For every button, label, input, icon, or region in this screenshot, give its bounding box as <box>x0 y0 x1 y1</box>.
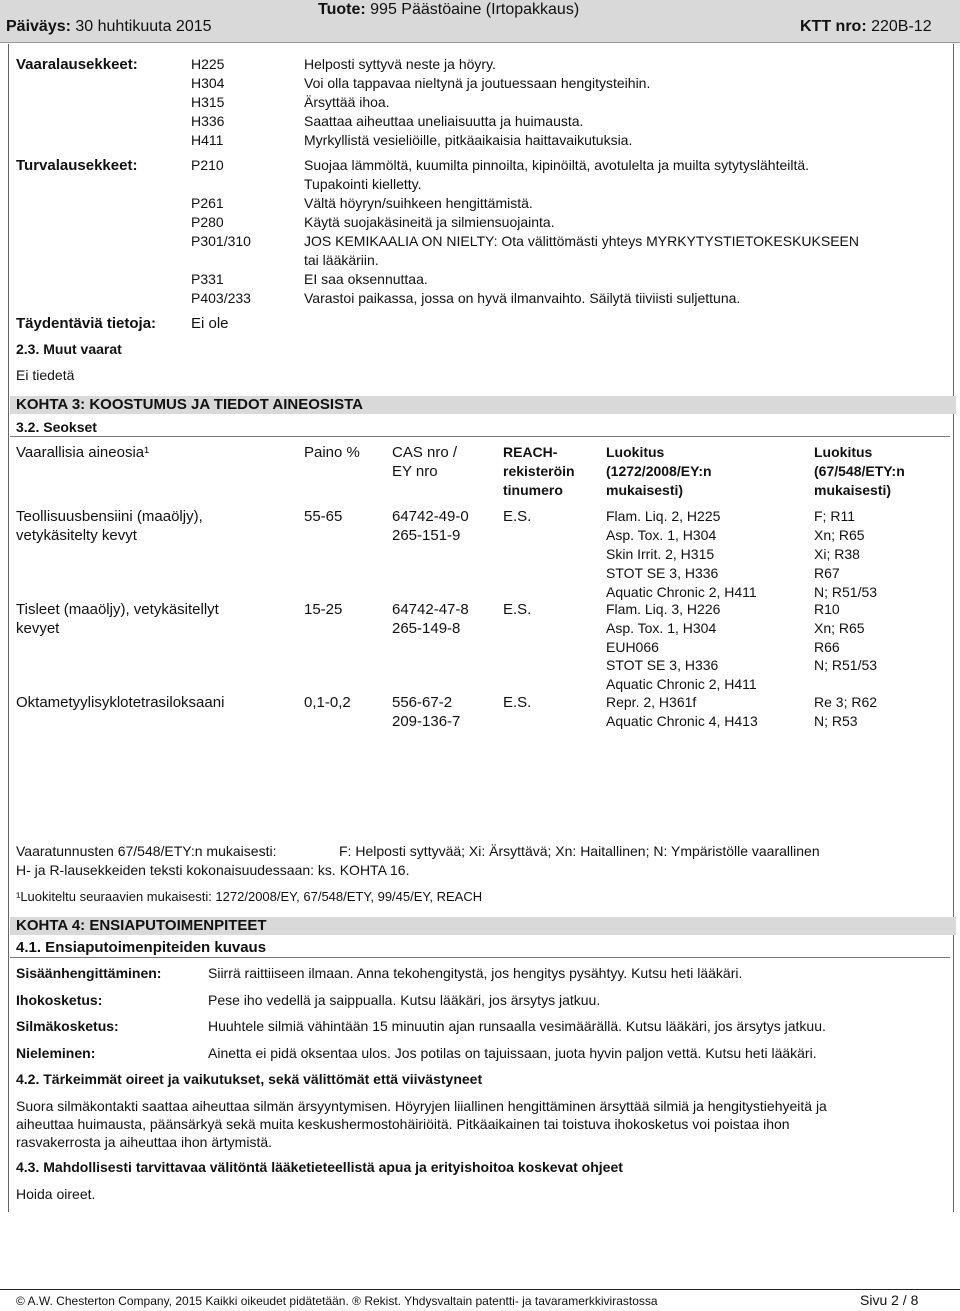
table-cell: Re 3; R62 <box>814 694 878 710</box>
table-cell: 209-136-7 <box>392 713 461 730</box>
section4-sub2: 4.2. Tärkeimmät oireet ja vaikutukset, sekä välittömät että viivästyneet <box>16 1071 483 1087</box>
table-cell: STOT SE 3, H336 <box>606 565 719 581</box>
col-header-dsd: (67/548/ETY:n <box>814 463 905 479</box>
date-field: Päiväys: 30 huhtikuuta 2015 <box>6 18 212 35</box>
document-header <box>0 0 960 43</box>
table-cell: Skin Irrit. 2, H315 <box>606 546 715 562</box>
col-header-weight: Paino % <box>304 444 360 461</box>
table-cell: Xn; R65 <box>814 620 865 636</box>
first-aid-label: Sisäänhengittäminen: <box>16 965 162 981</box>
first-aid-text: Huuhtele silmiä vähintään 15 minuutin ajan runsaalla vesimäärällä. Kutsu lääkäri, jos ärsytys jatkuu. <box>208 1018 826 1034</box>
precaution-text: Suojaa lämmöltä, kuumilta pinnoilta, kipinöiltä, avotulelta ja muilta sytytyslähteiltä. <box>304 157 810 173</box>
precaution-text: Varastoi paikassa, jossa on hyvä ilmanvaihto. Säilytä tiiviisti suljettuna. <box>304 290 741 306</box>
notes-label: Vaaratunnusten 67/548/ETY:n mukaisesti: <box>16 843 277 859</box>
precaution-code: P301/310 <box>191 233 251 249</box>
symptoms-text: Suora silmäkontakti saattaa aiheuttaa silmän ärsyyntymisen. Höyryjen liiallinen hengittäminen ärsyttää silmiä ja hengitystiehyeitä ja <box>16 1098 827 1114</box>
footnote: ¹Luokiteltu seuraavien mukaisesti: 1272/2008/EY, 67/548/ETY, 99/45/EY, REACH <box>16 889 483 904</box>
table-cell: EUH066 <box>606 639 659 655</box>
table-cell: Aquatic Chronic 2, H411 <box>606 584 757 600</box>
first-aid-text: Ainetta ei pidä oksentaa ulos. Jos potilas on tajuissaan, juota hyvin paljon vettä. Kutsu heti lääkäri. <box>208 1045 817 1061</box>
col-header-reach: REACH- <box>503 444 558 460</box>
divider <box>10 436 950 437</box>
table-cell: Flam. Liq. 2, H225 <box>606 508 721 524</box>
precaution-code: P331 <box>191 271 224 287</box>
section3-title: KOHTA 3: KOOSTUMUS JA TIEDOT AINEOSISTA <box>10 396 956 414</box>
table-cell: N; R51/53 <box>814 584 878 600</box>
table-cell: E.S. <box>503 601 532 618</box>
table-cell: R10 <box>814 601 840 617</box>
divider <box>10 957 950 958</box>
precaution-text: Käytä suojakäsineitä ja silmiensuojainta. <box>304 214 555 230</box>
hazard-text: Ärsyttää ihoa. <box>304 94 390 110</box>
col-header-dsd: mukaisesti) <box>814 482 892 498</box>
first-aid-text: Siirrä raittiiseen ilmaan. Anna tekohengitystä, jos hengitys pysähtyy. Kutsu heti lääkäri. <box>208 965 743 981</box>
hazard-text: Myrkyllistä vesieliöille, pitkäaikaisia haittavaikutuksia. <box>304 132 633 148</box>
product-field: Tuote: 995 Päästöaine (Irtopakkaus) <box>318 1 580 18</box>
table-cell: kevyet <box>16 620 60 637</box>
precaution-text: JOS KEMIKAALIA ON NIELTY: Ota välittömästi yhteys MYRKYTYSTIETOKESKUKSEEN <box>304 233 859 249</box>
table-cell: Asp. Tox. 1, H304 <box>606 527 717 543</box>
precaution-code: P210 <box>191 157 224 173</box>
table-cell: Repr. 2, H361f <box>606 694 697 710</box>
table-cell: Teollisuusbensiini (maaöljy), <box>16 508 203 525</box>
precaution-text: Tupakointi kielletty. <box>304 176 422 192</box>
table-cell: 64742-49-0 <box>392 508 469 525</box>
table-cell: Tisleet (maaöljy), vetykäsitellyt <box>16 601 219 618</box>
table-cell: Flam. Liq. 3, H226 <box>606 601 721 617</box>
first-aid-label: Nieleminen: <box>16 1045 96 1061</box>
symptoms-text: aiheuttaa huimausta, päänsärkyä sekä muita keskushermostohäiriöitä. Pitkäaikainen tai toistuva ihokosketus voi poistaa ihon <box>16 1116 790 1132</box>
precaution-text: EI saa oksennuttaa. <box>304 271 428 287</box>
col-header-dsd: Luokitus <box>814 444 873 460</box>
table-cell: STOT SE 3, H336 <box>606 657 719 673</box>
first-aid-text: Pese iho vedellä ja saippualla. Kutsu lääkäri, jos ärsytys jatkuu. <box>208 992 601 1008</box>
table-cell: R67 <box>814 565 840 581</box>
col-header-reach: rekisteröin <box>503 463 575 479</box>
table-cell: 265-149-8 <box>392 620 461 637</box>
section3-subtitle: 3.2. Seokset <box>16 419 97 435</box>
hazard-code: H304 <box>191 75 225 91</box>
table-cell: vetykäsitelty kevyt <box>16 527 137 544</box>
table-cell: 64742-47-8 <box>392 601 469 618</box>
hazard-code: H411 <box>191 132 224 148</box>
precaution-code: P280 <box>191 214 224 230</box>
table-cell: Oktametyylisyklotetrasiloksaani <box>16 694 225 711</box>
table-cell: Xn; R65 <box>814 527 865 543</box>
supplementary-value: Ei ole <box>191 315 229 332</box>
table-cell: E.S. <box>503 508 532 525</box>
table-cell: Asp. Tox. 1, H304 <box>606 620 717 636</box>
hazard-text: Voi olla tappavaa nieltynä ja joutuessaan hengitysteihin. <box>304 75 651 91</box>
hazard-text: Saattaa aiheuttaa uneliaisuutta ja huimausta. <box>304 113 584 129</box>
table-cell: N; R53 <box>814 713 858 729</box>
hazard-label: Vaaralausekkeet: <box>16 56 138 73</box>
symptoms-text: rasvakerrosta ja aiheuttaa ihon ärtymistä. <box>16 1134 273 1150</box>
col-header-name: Vaarallisia aineosia¹ <box>16 444 150 461</box>
first-aid-label: Silmäkosketus: <box>16 1018 119 1034</box>
precaution-text: Vältä höyryn/suihkeen hengittämistä. <box>304 195 533 211</box>
notes-line: H- ja R-lausekkeiden teksti kokonaisuudessaan: ks. KOHTA 16. <box>16 862 410 878</box>
footer-rule <box>0 1289 960 1290</box>
table-cell: Xi; R38 <box>814 546 860 562</box>
col-header-clp: Luokitus <box>606 444 665 460</box>
table-cell: E.S. <box>503 694 532 711</box>
ktt-field: KTT nro: 220B-12 <box>800 18 932 35</box>
col-header-cas: CAS nro / <box>392 444 458 461</box>
col-header-cas: EY nro <box>392 463 438 480</box>
table-cell: N; R51/53 <box>814 657 878 673</box>
table-cell: F; R11 <box>814 508 855 524</box>
table-cell: 55-65 <box>304 508 343 525</box>
section4-sub1: 4.1. Ensiaputoimenpiteiden kuvaus <box>16 939 267 956</box>
table-cell: 0,1-0,2 <box>304 694 351 711</box>
other-hazards-text: Ei tiedetä <box>16 367 75 383</box>
table-cell: 556-67-2 <box>392 694 453 711</box>
section4-title: KOHTA 4: ENSIAPUTOIMENPITEET <box>10 917 956 935</box>
precaution-text: tai lääkäriin. <box>304 252 379 268</box>
hazard-code: H336 <box>191 113 225 129</box>
table-cell: Aquatic Chronic 4, H413 <box>606 713 758 729</box>
page-number: Sivu 2 / 8 <box>860 1292 919 1308</box>
other-hazards-heading: 2.3. Muut vaarat <box>16 341 122 357</box>
table-cell: 15-25 <box>304 601 343 618</box>
table-cell: Aquatic Chronic 2, H411 <box>606 676 757 692</box>
supplementary-label: Täydentäviä tietoja: <box>16 315 157 332</box>
col-header-clp: (1272/2008/EY:n <box>606 463 712 479</box>
hazard-text: Helposti syttyvä neste ja höyry. <box>304 56 496 72</box>
precaution-label: Turvalausekkeet: <box>16 157 138 174</box>
precaution-code: P261 <box>191 195 224 211</box>
hazard-code: H315 <box>191 94 225 110</box>
table-cell: 265-151-9 <box>392 527 461 544</box>
footer-copyright: © A.W. Chesterton Company, 2015 Kaikki oikeudet pidätetään. ® Rekist. Yhdysvaltain patentti- ja tavaramerkkivirastossa <box>16 1294 658 1308</box>
precaution-code: P403/233 <box>191 290 251 306</box>
notes-value: F: Helposti syttyvää; Xi: Ärsyttävä; Xn: Haitallinen; N: Ympäristölle vaarallinen <box>339 843 820 859</box>
care-text: Hoida oireet. <box>16 1186 96 1202</box>
col-header-reach: tinumero <box>503 482 563 498</box>
first-aid-label: Ihokosketus: <box>16 992 103 1008</box>
hazard-code: H225 <box>191 56 225 72</box>
col-header-clp: mukaisesti) <box>606 482 684 498</box>
section4-sub3: 4.3. Mahdollisesti tarvittavaa välitöntä lääketieteellistä apua ja erityishoitoa koskevat ohjeet <box>16 1159 623 1175</box>
table-cell: R66 <box>814 639 840 655</box>
